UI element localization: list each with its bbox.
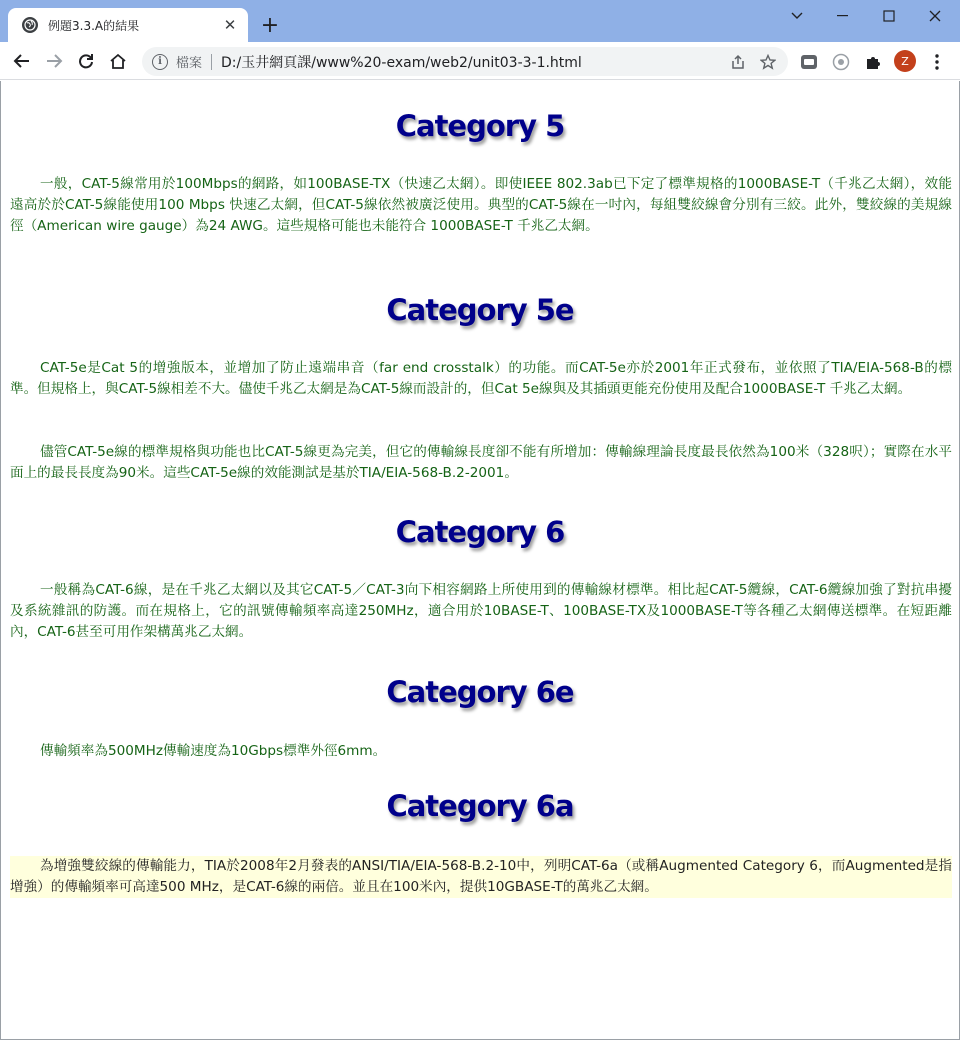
browser-tab[interactable] (8, 8, 248, 42)
home-icon[interactable] (104, 47, 132, 75)
tab-close-icon[interactable]: ✕ (223, 16, 237, 34)
tab-title: 例題3.3.A的結果 (48, 18, 140, 33)
file-scheme-label: 檔案 (176, 56, 203, 71)
extension-icon[interactable] (798, 51, 820, 73)
new-tab-button[interactable]: + (260, 13, 280, 38)
page-content (0, 81, 960, 1040)
browser-toolbar (0, 42, 960, 80)
close-window-icon[interactable] (912, 0, 958, 32)
paragraph-category-5e-1: CAT-5e是Cat 5的增強版本，並增加了防止遠端串音（far end crosstalk）的功能。而CAT-5e亦於2001年正式發布，並依照了TIA/EIA-568-B的標準。但規格上，與CAT-5線相差不大。儘使千兆乙太網是為CAT-5線而設計的，但Cat 5e線與及其插頭更能充份使用及配合1000BASE-T 千兆乙太網。 (10, 360, 952, 397)
maximize-icon[interactable] (866, 0, 912, 32)
paragraph-category-5e-2: 儘管CAT-5e線的標準規格與功能也比CAT-5線更為完美，但它的傳輸線長度卻不能有所增加：傳輸線理論長度最長依然為100米（328呎）；實際在水平面上的最長長度為90米。這些CAT-5e線的效能測試是基於TIA/EIA-568-B.2-2001。 (10, 444, 952, 481)
star-icon[interactable] (758, 52, 778, 72)
paragraph-category-6a: 為增強雙絞線的傳輸能力，TIA於2008年2月發表的ANSI/TIA/EIA-568-B.2-10中，列明CAT-6a（或稱Augmented Category 6，而Augmented是指增強）的傳輸頻率可高達500 MHz，是CAT-6線的兩倍。並且在100米內，提供10GBASE-T的萬兆乙太網。 (10, 856, 952, 898)
url-text[interactable]: D:/玉井網頁課/www%20-exam/web2/unit03-3-1.html (221, 54, 582, 71)
address-bar[interactable] (142, 47, 788, 76)
heading-category-6: Category 6 (395, 515, 565, 549)
heading-category-5e: Category 5e (386, 293, 574, 327)
reload-icon[interactable] (72, 47, 100, 75)
paragraph-category-6e: 傳輸頻率為500MHz傳輸速度為10Gbps標準外徑6mm。 (40, 743, 387, 759)
forward-icon[interactable] (40, 47, 68, 75)
profile-avatar[interactable]: Z (894, 50, 916, 72)
share-icon[interactable] (728, 52, 748, 72)
heading-category-6a: Category 6a (386, 789, 574, 823)
back-icon[interactable] (8, 47, 36, 75)
menu-icon[interactable] (926, 51, 948, 73)
extension-2-icon[interactable] (830, 51, 852, 73)
minimize-icon[interactable] (820, 0, 866, 32)
browser-title-bar (0, 0, 960, 42)
puzzle-icon[interactable] (862, 51, 884, 73)
paragraph-category-6: 一般稱為CAT-6線，是在千兆乙太網以及其它CAT-5／CAT-3向下相容網路上所使用到的傳輸線材標準。相比起CAT-5纜線，CAT-6纜線加強了對抗串擾及系統雜訊的防護。而在規格上，它的訊號傳輸頻率高達250MHz，適合用於10BASE-T、100BASE-TX及1000BASE-T等各種乙太網傳送標準。在短距離內，CAT-6甚至可用作架構萬兆乙太網。 (10, 582, 952, 640)
globe-icon (22, 17, 38, 33)
tab-search-icon[interactable] (774, 0, 820, 32)
omnibox-divider (211, 54, 212, 70)
heading-category-5: Category 5 (395, 109, 565, 143)
info-icon[interactable]: i (152, 54, 168, 70)
heading-category-6e: Category 6e (386, 675, 574, 709)
paragraph-category-5: 一般，CAT-5線常用於100Mbps的網路，如100BASE-TX（快速乙太網）。即使IEEE 802.3ab已下定了標準規格的1000BASE-T（千兆乙太網），效能遠高於於CAT-5線能使用100 Mbps 快速乙太網，但CAT-5線依然被廣泛使用。典型的CAT-5線在一吋內，每組雙絞線會分別有三絞。此外，雙絞線的美規線徑（American wire gauge）為24 AWG。這些規格可能也未能符合 1000BASE-T 千兆乙太網。 (10, 176, 952, 234)
